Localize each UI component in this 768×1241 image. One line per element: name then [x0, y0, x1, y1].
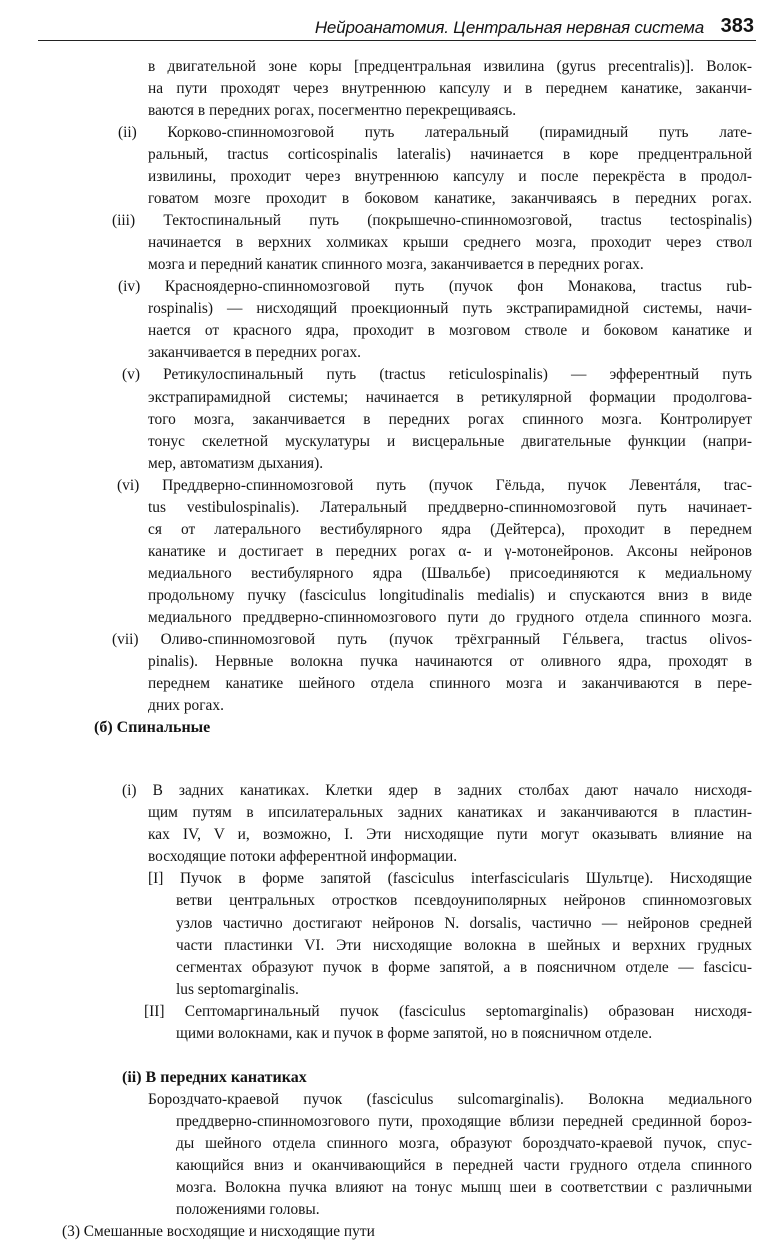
text-line: rospinalis) — нисходящий проекционный путь экстрапирамидной системы, начи-: [148, 300, 752, 317]
text-line: медиального вестибулярного ядра (Швальбе) присоединяются к медиальному: [148, 565, 752, 582]
text-line: ках IV, V и, возможно, I. Эти нисходящие пути могут оказывать влияние на: [148, 826, 752, 843]
header-title: Нейроанатомия. Центральная нервная система: [314, 18, 704, 37]
text-line: узлов частично достигают нейронов N. dorsalis, частично — нейронов средней: [176, 915, 752, 932]
text-line: (vii) Оливо-спинномозговой путь (пучок трёхгранный Гéльвега, tractus olivos-: [112, 631, 752, 648]
text-line: дних рогах.: [148, 697, 224, 714]
text-line: (vi) Преддверно-спинномозговой путь (пучок Гёльда, пучок Левентáля, trac-: [117, 477, 752, 494]
text-line: преддверно-спинномозгового пути, проходящие вблизи передней срединной бороз-: [176, 1113, 752, 1130]
text-line: тонус скелетной мускулатуры и висцеральные двигательные функции (напри-: [148, 433, 752, 450]
running-header: [0, 0, 768, 44]
text-line: мозга. Волокна пучка влияют на тонус мышц шеи в соответствии с различными: [176, 1179, 752, 1196]
text-line: (iv) Красноядерно-спинномозговой путь (пучок фон Монакова, tractus rub-: [118, 278, 752, 295]
text-line: pinalis). Нервные волокна пучка начинаются от оливного ядра, проходят в: [148, 653, 752, 670]
section-subheading: (ii) В передних канатиках: [122, 1069, 307, 1086]
text-line: (i) В задних канатиках. Клетки ядер в задних столбах дают начало нисходя-: [122, 782, 752, 799]
text-line: сегментах образуют пучок в форме запятой, а в поясничном отделе — fascicu-: [176, 959, 752, 976]
text-line: переднем канатике шейного отдела спинного мозга и заканчиваются в пере-: [148, 675, 752, 692]
page-number: 383: [720, 15, 754, 37]
text-line: ваются в передних рогах, посегментно перекрещиваясь.: [148, 102, 517, 119]
text-line: мозга и передний канатик спинного мозга, заканчивается в передних рогах.: [148, 256, 644, 273]
text-line: того мозга, заканчивается в передних рогах спинного мозга. Контролирует: [148, 411, 752, 428]
text-line: Бороздчато-краевой пучок (fasciculus sulcomarginalis). Волокна медиального: [148, 1091, 752, 1108]
text-line: (iii) Тектоспинальный путь (покрышечно-спинномозговой, tractus tectospinalis): [112, 212, 752, 229]
text-line: заканчивается в передних рогах.: [148, 344, 362, 361]
text-line: начинается в верхних холмиках крыши среднего мозга, проходит через ствол: [148, 234, 752, 251]
text-line: части пластинки VI. Эти нисходящие волокна в шейных и верхних грудных: [176, 937, 752, 954]
text-line: извилины, проходит через внутреннюю капсулу и после перекрёста в продол-: [148, 168, 752, 185]
text-line: на пути проходят через внутреннюю капсулу и в переднем канатике, заканчи-: [148, 80, 752, 97]
text-line: кающийся вниз и оканчивающийся в передней части грудного отдела спинного: [176, 1157, 752, 1174]
text-line: (ii) Корково-спинномозговой путь латеральный (пирамидный путь лате-: [118, 124, 752, 141]
text-line: [II] Септомаргинальный пучок (fasciculus septomarginalis) образован нисходя-: [144, 1003, 752, 1020]
text-line: восходящие потоки афферентной информации.: [148, 848, 458, 865]
text-line: медиального преддверно-спинномозгового пути до грудного отдела спинного мозга.: [148, 609, 752, 626]
header-rule: [38, 40, 756, 41]
text-line: канатике и достигает в передних рогах α- и γ-мотонейронов. Аксоны нейронов: [148, 543, 752, 560]
text-line: tus vestibulospinalis). Латеральный преддверно-спинномозговой путь начинает-: [148, 499, 752, 516]
text-line: щим путям в ипсилатеральных задних канатиках и заканчиваются в пластин-: [148, 804, 752, 821]
text-line: lus septomarginalis.: [176, 981, 299, 998]
text-line: ральный, tractus corticospinalis lateralis) начинается в коре предцентральной: [148, 146, 752, 163]
text-line: [I] Пучок в форме запятой (fasciculus interfascicularis Шультце). Нисходящие: [148, 870, 752, 887]
text-line: говатом мозге проходит в боковом канатике, заканчиваясь в передних рогах.: [148, 190, 752, 207]
text-line: мер, автоматизм дыхания).: [148, 455, 324, 472]
text-line: щими волокнами, как и пучок в форме запятой, но в поясничном отделе.: [176, 1025, 653, 1042]
text-line: в двигательной зоне коры [предцентральная извилина (gyrus precentralis)]. Волок-: [148, 58, 752, 75]
tail-line: (3) Смешанные восходящие и нисходящие пути: [62, 1223, 375, 1240]
tail-line: положениями головы.: [176, 1201, 320, 1218]
text-line: ветви центральных отростков псевдоуниполярных нейронов спинномозговых: [176, 892, 752, 909]
text-line: ся от латерального вестибулярного ядра (Дейтерса), проходит в переднем: [148, 521, 752, 538]
text-line: ды шейного отдела спинного мозга, образуют бороздчато-краевой пучок, спус-: [176, 1135, 752, 1152]
section-subheading: (б) Спинальные: [94, 719, 211, 736]
text-line: продольному пучку (fasciculus longitudinalis medialis) и спускаются вниз в виде: [148, 587, 752, 604]
text-line: (v) Ретикулоспинальный путь (tractus reticulospinalis) — эфферентный путь: [122, 366, 752, 383]
text-line: экстрапирамидной системы; начинается в ретикулярной формации продолгова-: [148, 389, 752, 406]
text-line: нается от красного ядра, проходит в мозговом стволе и боковом канатике и: [148, 322, 752, 339]
